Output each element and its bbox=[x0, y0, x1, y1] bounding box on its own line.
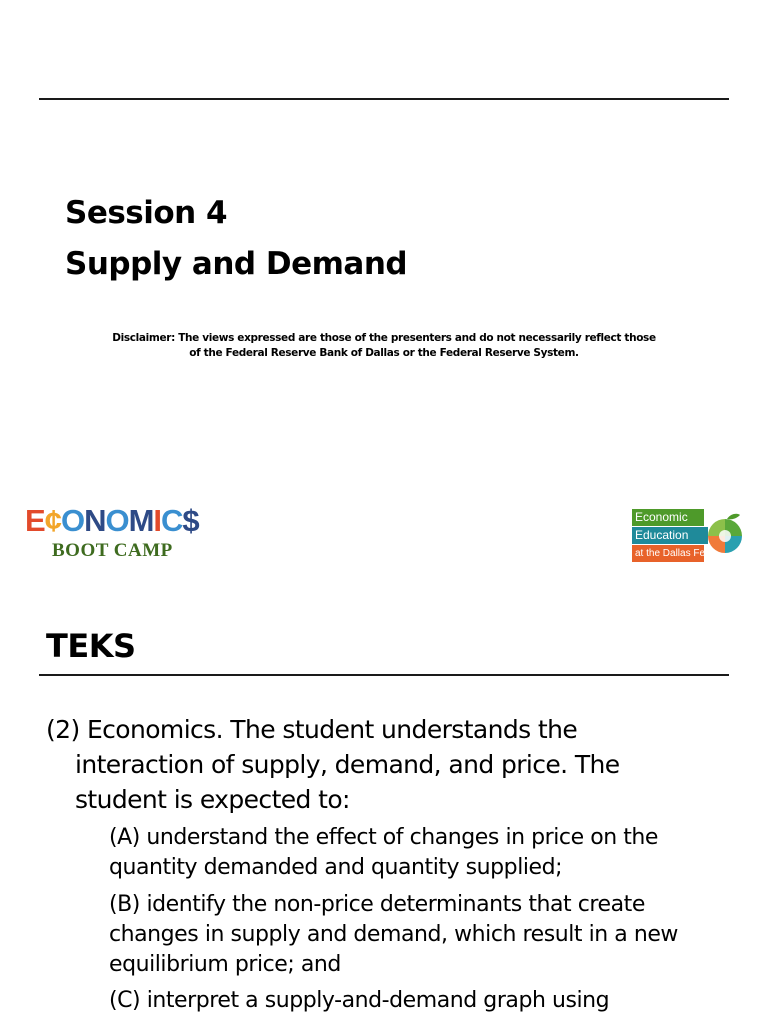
teks-divider bbox=[39, 674, 729, 676]
ee-line1: Economic bbox=[632, 509, 704, 526]
disclaimer-line: Disclaimer: The views expressed are those of the presenters and do not necessarily reflect those bbox=[112, 332, 656, 344]
wordmark-letter: I bbox=[153, 503, 162, 538]
wordmark-letter: C bbox=[161, 503, 183, 538]
teks-title: TEKS bbox=[46, 627, 136, 665]
expectation-c bbox=[109, 986, 609, 1016]
standard-statement bbox=[46, 712, 620, 817]
expectation-line: (A) understand the effect of changes in price on the bbox=[109, 825, 658, 850]
session-title: Session 4 bbox=[65, 195, 228, 231]
expectation-b bbox=[109, 890, 678, 980]
expectation-line: quantity demanded and quantity supplied; bbox=[109, 855, 563, 880]
top-divider bbox=[39, 98, 729, 100]
wordmark-letter: O bbox=[60, 503, 85, 538]
teks-slide bbox=[0, 600, 768, 1024]
wordmark-letter: ¢ bbox=[44, 503, 61, 538]
expectation-line: (C) interpret a supply-and-demand graph using bbox=[109, 988, 610, 1013]
apple-graphic-icon bbox=[700, 511, 750, 561]
economic-education-dallas-fed-logo bbox=[632, 507, 752, 563]
wordmark-letter: M bbox=[128, 503, 154, 538]
expectation-line: (B) identify the non-price determinants that create bbox=[109, 892, 645, 917]
disclaimer bbox=[100, 331, 668, 361]
expectation-line: changes in supply and demand, which result in a new bbox=[109, 922, 678, 947]
session-subtitle: Supply and Demand bbox=[65, 246, 408, 282]
wordmark-letter: N bbox=[84, 503, 106, 538]
wordmark-letter: $ bbox=[182, 503, 199, 538]
wordmark-letter: O bbox=[105, 503, 129, 538]
disclaimer-line: of the Federal Reserve Bank of Dallas or the Federal Reserve System. bbox=[189, 347, 579, 359]
statement-line: interaction of supply, demand, and price. The bbox=[75, 750, 620, 779]
expectation-line: equilibrium price; and bbox=[109, 952, 341, 977]
wordmark-letter: E bbox=[25, 503, 45, 538]
ee-line2: Education bbox=[632, 527, 708, 544]
statement-line: (2) Economics. The student understands the bbox=[46, 715, 578, 744]
boot-camp-label: BOOT CAMP bbox=[52, 540, 173, 561]
economics-boot-camp-logo bbox=[25, 502, 223, 566]
expectation-a bbox=[109, 823, 658, 883]
ee-line3: at the Dallas Fed bbox=[632, 545, 704, 562]
statement-line: student is expected to: bbox=[75, 785, 350, 814]
economics-wordmark bbox=[25, 502, 223, 540]
